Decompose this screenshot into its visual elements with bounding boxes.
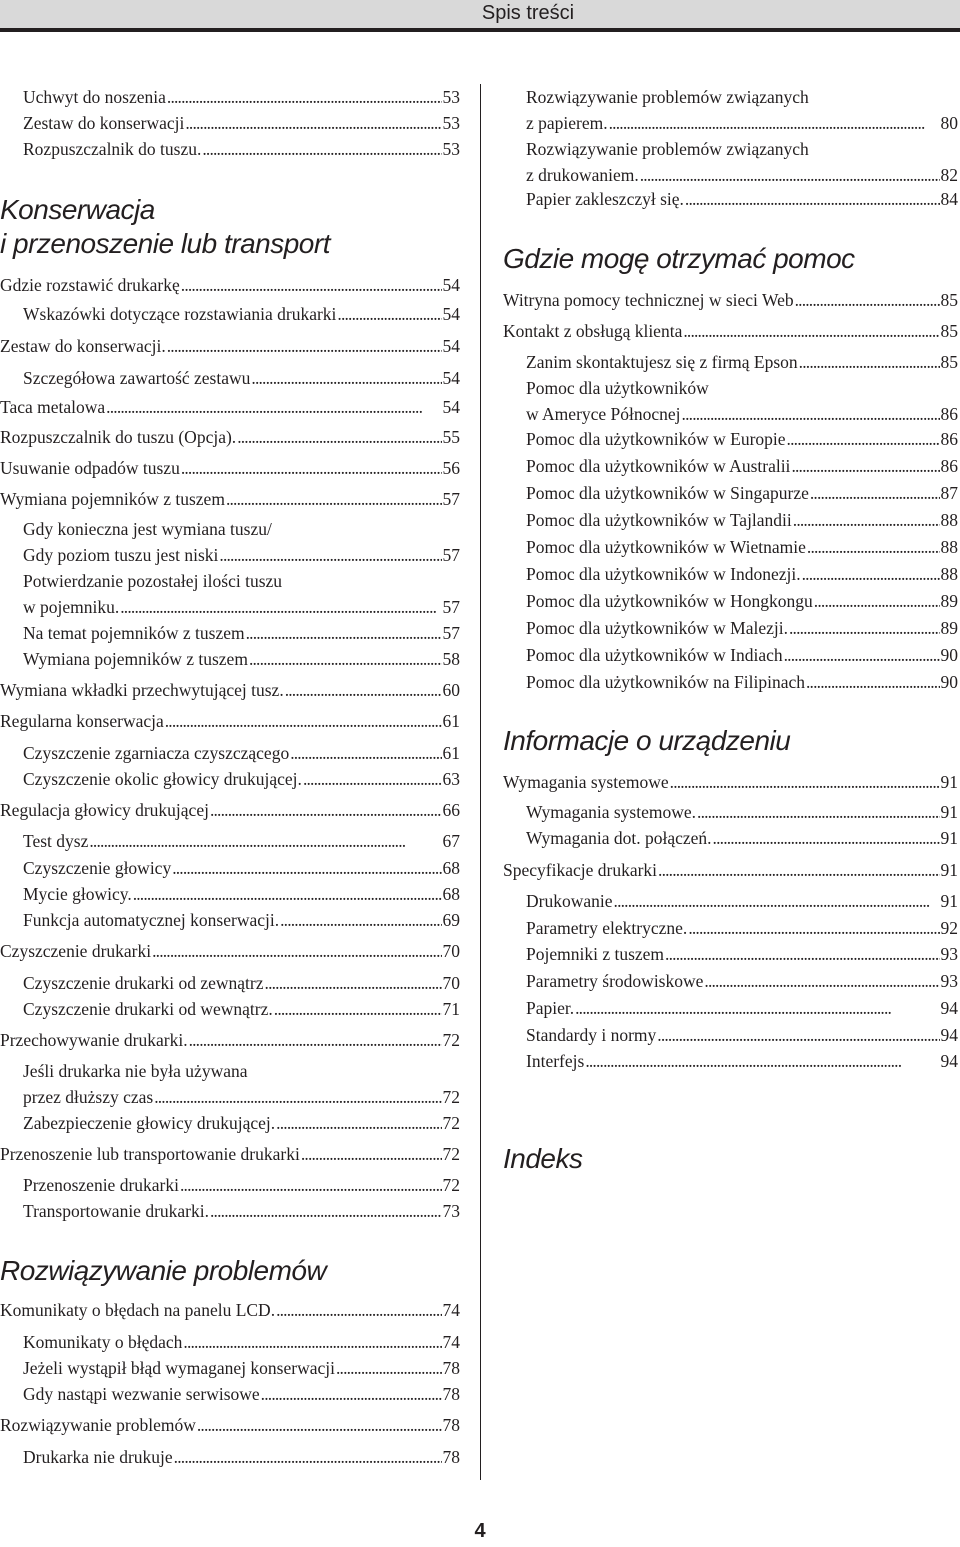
toc-entry[interactable]: Witryna pomocy technicznej w sieci Web . . . 85 [503, 287, 958, 313]
toc-entry[interactable]: Pomoc dla użytkowników w Indonezji. . . . 88 [503, 561, 958, 587]
toc-entry[interactable]: Pomoc dla użytkowników na Filipinach . . . 90 [503, 669, 958, 695]
toc-entry[interactable]: Pomoc dla użytkowników w Europie . . . 86 [503, 426, 958, 452]
toc-entry[interactable]: Drukowanie . . . 91 [503, 888, 958, 914]
toc-entry[interactable]: Czyszczenie głowicy . . . 68 [0, 855, 460, 881]
toc-entry[interactable]: Przechowywanie drukarki. . . . 72 [0, 1027, 460, 1053]
chapter-heading: Indeks [503, 1143, 583, 1174]
toc-entry[interactable]: Standardy i normy . . . 94 [503, 1022, 958, 1048]
toc-entry[interactable]: Komunikaty o błędach na panelu LCD. . . . 74 [0, 1297, 460, 1323]
toc-entry[interactable]: Interfejs . . . 94 [503, 1048, 958, 1074]
toc-entry[interactable]: Regularna konserwacja . . . 61 [0, 708, 460, 734]
toc-entry[interactable]: Pomoc dla użytkowników w Singapurze . . . 87 [503, 480, 958, 506]
toc-entry[interactable]: Zanim skontaktujesz się z firmą Epson . . . 85 [503, 349, 958, 375]
toc-entry[interactable]: Usuwanie odpadów tuszu . . . 56 [0, 455, 460, 481]
toc-entry[interactable]: Czyszczenie drukarki od zewnątrz . . . 70 [0, 970, 460, 996]
toc-entry[interactable]: Taca metalowa . . . 54 [0, 394, 460, 420]
toc-entry[interactable]: Pomoc dla użytkowników w Indiach . . . 90 [503, 642, 958, 668]
toc-entry[interactable]: Zabezpieczenie głowicy drukującej. . . . 72 [0, 1110, 460, 1136]
toc-entry[interactable]: Wymiana pojemników z tuszem . . . 57 [0, 486, 460, 512]
toc-entry[interactable]: Parametry środowiskowe . . . 93 [503, 968, 958, 994]
toc-entry[interactable]: Transportowanie drukarki. . . . 73 [0, 1198, 460, 1224]
toc-entry[interactable]: Czyszczenie drukarki od wewnątrz. . . . 71 [0, 996, 460, 1022]
chapter-heading: i przenoszenie lub transport [0, 228, 330, 259]
toc-entry[interactable]: Papier. . . . 94 [503, 995, 958, 1021]
toc-entry[interactable]: Gdzie rozstawić drukarkę . . . 54 [0, 272, 460, 298]
toc-entry[interactable]: Gdy konieczna jest wymiana tuszu/ Gdy poziom tuszu jest niski . . . 57 [0, 516, 460, 568]
toc-entry[interactable]: Zestaw do konserwacji. . . . 54 [0, 333, 460, 359]
toc-entry[interactable]: Zestaw do konserwacji . . . 53 [0, 110, 460, 136]
toc-entry[interactable]: Regulacja głowicy drukującej . . . 66 [0, 797, 460, 823]
toc-entry[interactable]: Pojemniki z tuszem . . . 93 [503, 941, 958, 967]
toc-entry[interactable]: Pomoc dla użytkowników w Hongkongu . . . 89 [503, 588, 958, 614]
toc-entry[interactable]: Rozwiązywanie problemów . . . 78 [0, 1412, 460, 1438]
column-divider [480, 84, 481, 1480]
toc-entry[interactable]: Potwierdzanie pozostałej ilości tuszu w pojemniku. . . . 57 [0, 568, 460, 620]
page-number: 4 [474, 1520, 486, 1542]
toc-entry[interactable]: Wymiana pojemników z tuszem . . . 58 [0, 646, 460, 672]
toc-entry[interactable]: Wymagania systemowe. . . . 91 [503, 799, 958, 825]
toc-entry[interactable]: Przenoszenie drukarki . . . 72 [0, 1172, 460, 1198]
toc-entry[interactable]: Wymiana wkładki przechwytującej tusz. . . . 60 [0, 677, 460, 703]
chapter-heading: Informacje o urządzeniu [503, 725, 791, 756]
toc-entry[interactable]: Pomoc dla użytkowników w Tajlandii . . . 88 [503, 507, 958, 533]
toc-entry[interactable]: Parametry elektryczne. . . . 92 [503, 915, 958, 941]
toc-entry[interactable]: Jeżeli wystąpił błąd wymaganej konserwacji . . . 78 [0, 1355, 460, 1381]
toc-entry[interactable]: Na temat pojemników z tuszem . . . 57 [0, 620, 460, 646]
toc-entry[interactable]: Wskazówki dotyczące rozstawiania drukarki . . . 54 [0, 301, 460, 327]
toc-entry[interactable]: Test dysz . . . 67 [0, 828, 460, 854]
toc-entry[interactable]: Drukarka nie drukuje . . . 78 [0, 1444, 460, 1470]
section-title: Spis treści [481, 2, 575, 24]
toc-entry[interactable]: Mycie głowicy. . . . 68 [0, 881, 460, 907]
toc-entry[interactable]: Czyszczenie zgarniacza czyszczącego . . . 61 [0, 740, 460, 766]
toc-entry[interactable]: Funkcja automatycznej konserwacji. . . . 69 [0, 907, 460, 933]
toc-entry[interactable]: Rozpuszczalnik do tuszu. . . . 53 [0, 136, 460, 162]
toc-entry[interactable]: Przenoszenie lub transportowanie drukarki . . . 72 [0, 1141, 460, 1167]
toc-entry[interactable]: Szczegółowa zawartość zestawu . . . 54 [0, 365, 460, 391]
toc-entry[interactable]: Czyszczenie drukarki . . . 70 [0, 938, 460, 964]
toc-entry[interactable]: Wymagania dot. połączeń. . . . 91 [503, 825, 958, 851]
toc-entry[interactable]: Rozwiązywanie problemów związanych z drukowaniem. . . . 82 [503, 136, 958, 188]
chapter-heading: Konserwacja [0, 194, 155, 225]
chapter-heading: Rozwiązywanie problemów [0, 1255, 327, 1286]
toc-entry[interactable]: Pomoc dla użytkowników w Australii . . . 86 [503, 453, 958, 479]
toc-entry[interactable]: Rozpuszczalnik do tuszu (Opcja). . . . 55 [0, 424, 460, 450]
toc-entry[interactable]: Komunikaty o błędach . . . 74 [0, 1329, 460, 1355]
toc-entry[interactable]: Gdy nastąpi wezwanie serwisowe . . . 78 [0, 1381, 460, 1407]
toc-entry[interactable]: Uchwyt do noszenia . . . 53 [0, 84, 460, 110]
toc-entry[interactable]: Pomoc dla użytkowników w Wietnamie . . . 88 [503, 534, 958, 560]
toc-entry[interactable]: Rozwiązywanie problemów związanych z papierem. . . . 80 [503, 84, 958, 136]
toc-entry[interactable]: Pomoc dla użytkowników w Ameryce Północnej . . . 86 [503, 375, 958, 427]
header-bar [0, 0, 960, 32]
toc-entry[interactable]: Jeśli drukarka nie była używana przez dłuższy czas . . . 72 [0, 1058, 460, 1110]
toc-entry[interactable]: Wymagania systemowe . . . 91 [503, 769, 958, 795]
chapter-heading: Gdzie mogę otrzymać pomoc [503, 243, 855, 274]
toc-entry[interactable]: Czyszczenie okolic głowicy drukującej. . . . 63 [0, 766, 460, 792]
toc-entry[interactable]: Pomoc dla użytkowników w Malezji. . . . 89 [503, 615, 958, 641]
toc-entry[interactable]: Papier zakleszczył się. . . . 84 [503, 186, 958, 212]
toc-entry[interactable]: Kontakt z obsługą klienta . . . 85 [503, 318, 958, 344]
toc-entry[interactable]: Specyfikacje drukarki . . . 91 [503, 857, 958, 883]
